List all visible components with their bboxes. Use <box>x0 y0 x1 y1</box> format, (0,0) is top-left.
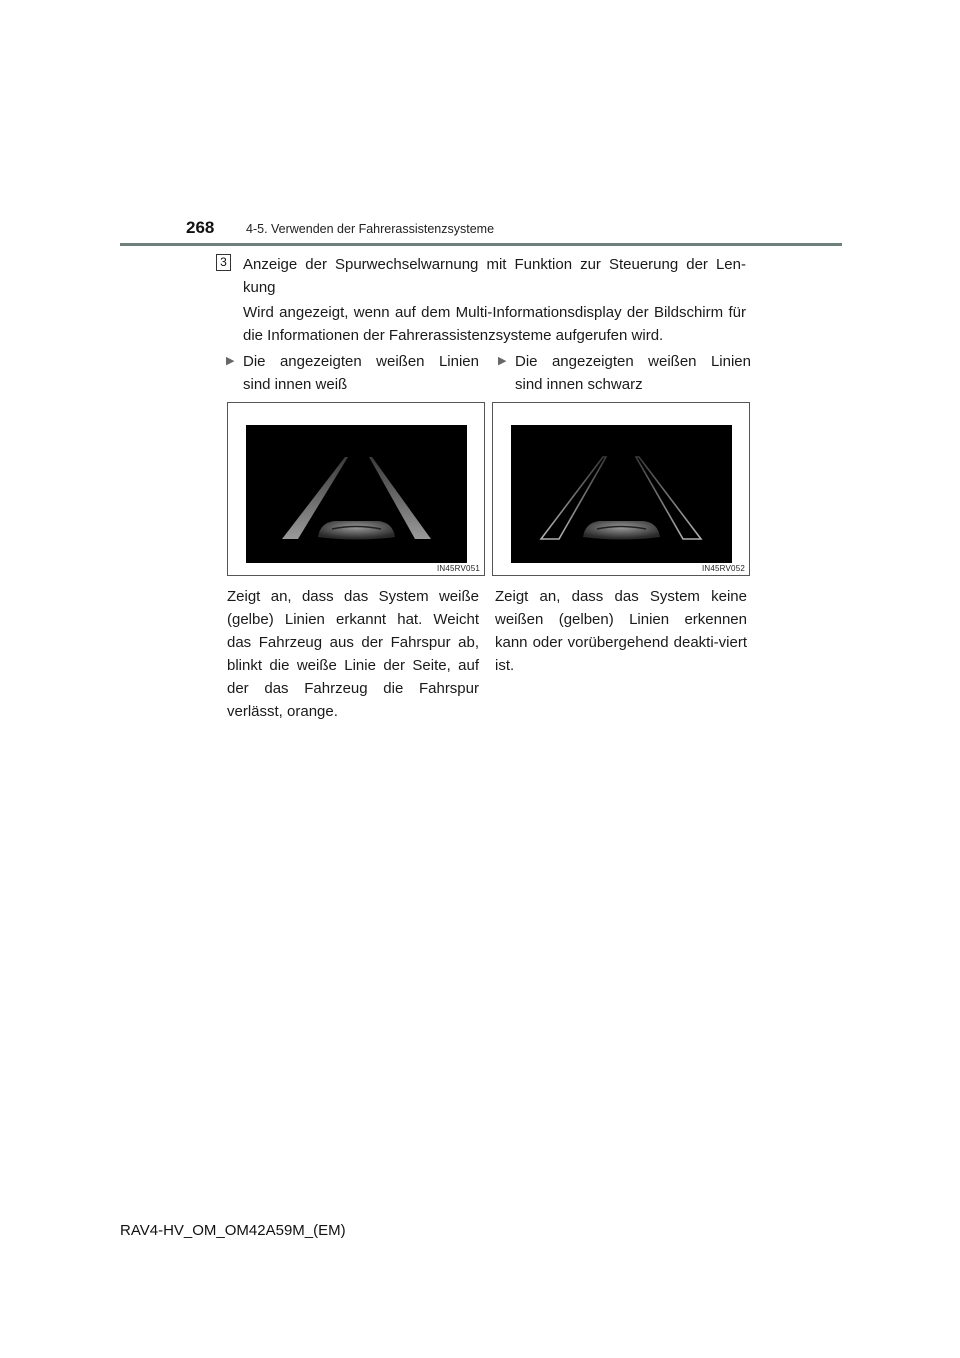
left-column-heading <box>226 350 479 396</box>
right-column-heading-text: Die angezeigten weißen Linien sind innen schwarz <box>515 353 751 393</box>
car-icon <box>583 521 660 540</box>
triangle-right-icon: ▶ <box>498 355 507 367</box>
left-column-heading-text: Die angezeigten weißen Linien sind innen weiß <box>243 353 479 393</box>
display-screen <box>511 425 732 563</box>
section-title: 4-5. Verwenden der Fahrerassistenzsysteme <box>246 222 495 236</box>
left-figure-caption: Zeigt an, dass das System weiße (gelbe) Linien erkannt hat. Weicht das Fahrzeug aus der Fahrspur ab, blinkt die weiße Linie der Seite, auf der das Fahrzeug die Fahrspur verlässt, orange. <box>227 588 479 720</box>
figure-lane-lines-outlined <box>492 402 750 576</box>
figure-code: IN45RV052 <box>701 564 745 573</box>
page-number: 268 <box>186 218 215 237</box>
right-figure-caption: Zeigt an, dass das System keine weißen (gelben) Linien erkennen kann oder vorübergehend deakti-viert ist. <box>495 588 747 674</box>
item-description: Wird angezeigt, wenn auf dem Multi-Informationsdisplay der Bildschirm für die Informationen der Fahrerassistenzsysteme aufgerufen wird. <box>243 304 746 344</box>
item-heading: Anzeige der Spurwechselwarnung mit Funktion zur Steuerung der Len-kung <box>243 256 746 296</box>
lane-display-illustration <box>246 425 467 563</box>
right-column-heading <box>498 350 751 396</box>
header-divider <box>120 243 842 246</box>
document-id: RAV4-HV_OM_OM42A59M_(EM) <box>120 1222 346 1239</box>
car-icon <box>318 521 395 540</box>
lane-display-illustration <box>511 425 732 563</box>
figure-lane-lines-filled <box>227 402 485 576</box>
item-number-badge: 3 <box>216 254 231 271</box>
display-screen <box>246 425 467 563</box>
figure-code: IN45RV051 <box>436 564 480 573</box>
triangle-right-icon: ▶ <box>226 355 235 367</box>
